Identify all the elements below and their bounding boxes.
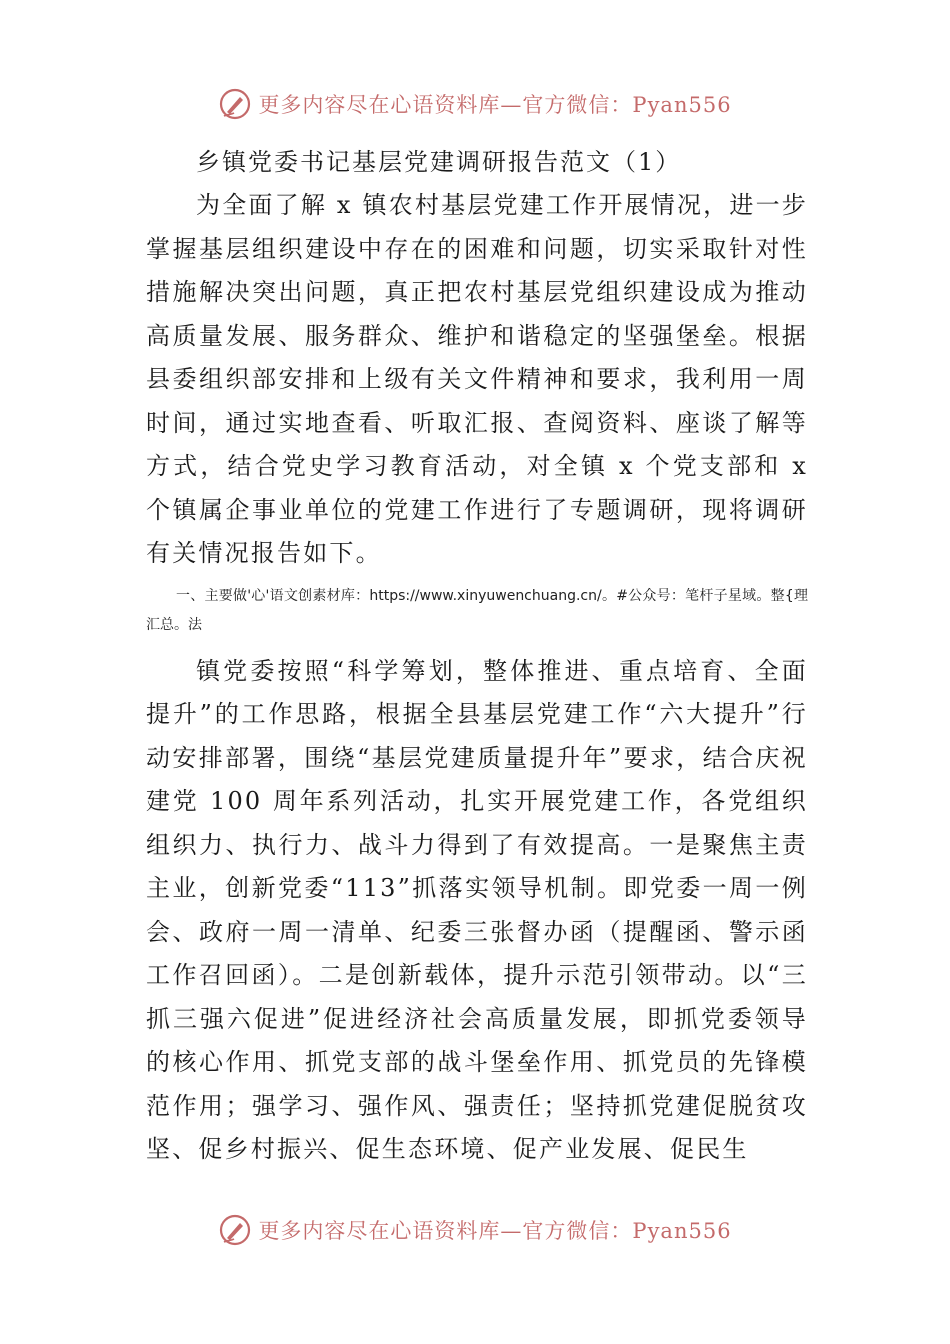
banner-text: 更多内容尽在心语资料库—官方微信：Pyan556: [258, 93, 732, 117]
section-heading: 一、主要做'心'语文创素材库：https://www.xinyuwenchuang.cn/。#公众号：笔杆子星域。整{理汇总。法: [146, 587, 808, 633]
banner-text: 更多内容尽在心语资料库—官方微信：Pyan556: [258, 1219, 732, 1243]
page-title: 乡镇党委书记基层党建调研报告范文（1）: [196, 148, 682, 176]
top-banner[interactable]: [0, 84, 950, 124]
document-body: [146, 140, 808, 1172]
paragraph-main-practices: 镇党委按照“科学筹划，整体推进、重点培育、全面提升”的工作思路，根据全县基层党建工作“六大提升”行动安排部署，围绕“基层党建质量提升年”要求，结合庆祝建党 100 周年系列活动，扎实开展党建工作，各党组织组织力、执行力、战斗力得到了有效提高。一是聚焦主责主业，创新党委“113”抓落实领导机制。即党委一周一例会、政府一周一清单、纪委三张督办函（提醒函、警示函工作召回函）。二是创新载体，提升示范引领带动。以“三抓三强六促进”促进经济社会高质量发展，即抓党委领导的核心作用、抓党支部的战斗堡垒作用、抓党员的先锋模范作用；强学习、强作风、强责任；坚持抓党建促脱贫攻坚、促乡村振兴、促生态环境、促产业发展、促民生: [146, 656, 808, 1163]
paragraph-intro: 为全面了解 x 镇农村基层党建工作开展情况，进一步掌握基层组织建设中存在的困难和问题，切实采取针对性措施解决突出问题，真正把农村基层党组织建设成为推动高质量发展、服务群众、维护和谐稳定的坚强堡垒。根据县委组织部安排和上级有关文件精神和要求，我利用一周时间，通过实地查看、听取汇报、查阅资料、座谈了解等方式，结合党史学习教育活动，对全镇 x 个党支部和 x 个镇属企事业单位的党建工作进行了专题调研，现将调研有关情况报告如下。: [146, 191, 808, 567]
pen-circle-icon: [218, 1213, 252, 1247]
bottom-banner[interactable]: [0, 1210, 950, 1250]
pen-circle-icon: [218, 87, 252, 121]
